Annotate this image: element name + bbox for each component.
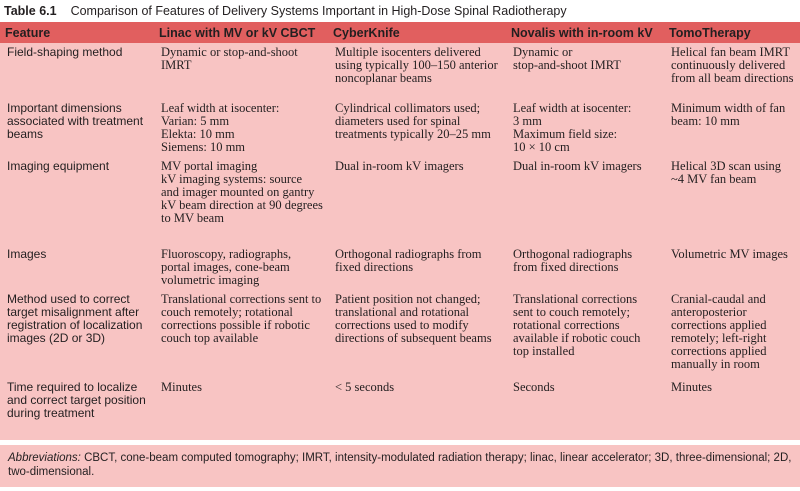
feature-cell: Field-shaping method [0,43,154,99]
linac-cell: MV portal imaging kV imaging systems: source and imager mounted on gantry kV beam direction at 90 degrees to MV beam [154,157,328,245]
tomotherapy-cell: Helical fan beam IMRT continuously delivered from all beam directions [664,43,800,99]
table-row [0,43,800,99]
table-caption [0,0,800,22]
table-row [0,290,800,378]
cyberknife-cell: Patient position not changed; translational and rotational corrections used to modify directions of subsequent beams [328,290,506,378]
linac-cell: Leaf width at isocenter: Varian: 5 mm Elekta: 10 mm Siemens: 10 mm [154,99,328,157]
header-feature: Feature [0,22,154,43]
table-row [0,99,800,157]
table-number: Table 6.1 [4,4,57,18]
novalis-cell: Orthogonal radiographs from fixed directions [506,245,664,290]
feature-cell: Imaging equipment [0,157,154,245]
table-row [0,378,800,440]
cyberknife-cell: Orthogonal radiographs from fixed directions [328,245,506,290]
feature-cell: Time required to localize and correct target position during treatment [0,378,154,440]
table-row [0,157,800,245]
novalis-cell: Dual in-room kV imagers [506,157,664,245]
novalis-cell: Translational corrections sent to couch remotely; rotational corrections available if robotic couch top installed [506,290,664,378]
header-novalis: Novalis with in-room kV [506,22,664,43]
header-cyberknife: CyberKnife [328,22,506,43]
cyberknife-cell: Dual in-room kV imagers [328,157,506,245]
abbreviations-text: CBCT, cone-beam computed tomography; IMRT, intensity-modulated radiation therapy; linac, linear accelerator; 3D, three-dimensional; 2D, two-dimensional. [8,452,792,478]
header-tomotherapy: TomoTherapy [664,22,800,43]
table-title: Comparison of Features of Delivery Systems Important in High-Dose Spinal Radiotherapy [70,4,567,18]
linac-cell: Minutes [154,378,328,440]
novalis-cell: Dynamic or stop-and-shoot IMRT [506,43,664,99]
cyberknife-cell: < 5 seconds [328,378,506,440]
novalis-cell: Leaf width at isocenter: 3 mm Maximum field size: 10 × 10 cm [506,99,664,157]
feature-cell: Method used to correct target misalignment after registration of localization images (2D or 3D) [0,290,154,378]
tomotherapy-cell: Cranial-caudal and anteroposterior corrections applied remotely; left-right corrections applied manually in room [664,290,800,378]
tomotherapy-cell: Minimum width of fan beam: 10 mm [664,99,800,157]
cyberknife-cell: Cylindrical collimators used; diameters used for spinal treatments typically 20–25 mm [328,99,506,157]
novalis-cell: Seconds [506,378,664,440]
linac-cell: Fluoroscopy, radiographs, portal images, cone-beam volumetric imaging [154,245,328,290]
comparison-table [0,22,800,440]
linac-cell: Dynamic or stop-and-shoot IMRT [154,43,328,99]
header-row [0,22,800,43]
header-linac: Linac with MV or kV CBCT [154,22,328,43]
abbreviations-label: Abbreviations: [8,452,81,464]
tomotherapy-cell: Volumetric MV images [664,245,800,290]
feature-cell: Images [0,245,154,290]
tomotherapy-cell: Minutes [664,378,800,440]
cyberknife-cell: Multiple isocenters delivered using typically 100–150 anterior noncoplanar beams [328,43,506,99]
linac-cell: Translational corrections sent to couch remotely; rotational corrections possible if robotic couch top available [154,290,328,378]
table-row [0,245,800,290]
abbreviations-footnote [0,445,800,487]
feature-cell: Important dimensions associated with treatment beams [0,99,154,157]
tomotherapy-cell: Helical 3D scan using ~4 MV fan beam [664,157,800,245]
